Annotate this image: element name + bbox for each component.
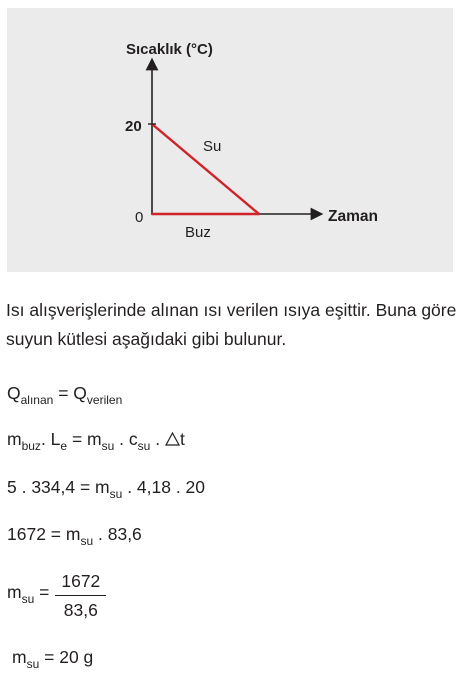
eq2-m2: m (87, 429, 102, 449)
eq1-rhs-sub: verilen (86, 393, 123, 407)
eq3-left: 5 . 334,4 = m (7, 477, 110, 497)
eq2-t: t (179, 429, 185, 449)
eq1-lhs: Q (7, 383, 21, 403)
eq3-sub: su (109, 487, 123, 501)
explanation-paragraph: Isı alışverişlerinde alınan ısı verilen ısıya eşittir. Buna göre suyun kütlesi aşağıdaki gibi bulunur. (6, 300, 457, 349)
eq5-lhs: $m_{su}$ = (7, 582, 50, 606)
chart-panel (7, 8, 453, 272)
equation-simplified (7, 523, 142, 552)
temperature-time-chart (7, 8, 453, 272)
y-axis-label: Sıcaklık (°C) (126, 41, 213, 58)
eq4-left: 1672 = m (7, 524, 81, 544)
eq6-rhs: = 20 g (39, 647, 94, 667)
equation-numeric (7, 476, 205, 505)
fraction-numerator: 1672 (55, 570, 106, 596)
series-label-su: Su (203, 138, 222, 155)
eq4-sub: su (80, 534, 94, 548)
fraction (55, 570, 106, 621)
fraction-denominator: 83,6 (63, 600, 98, 620)
eq2-l: L (50, 429, 61, 449)
delta-triangle-icon (165, 432, 180, 446)
eq5-sub: su (21, 592, 35, 606)
eq2-m: m (7, 429, 22, 449)
y-tick-label-20: 20 (125, 118, 142, 135)
eq6-m: m (12, 647, 27, 667)
equation-heat-balance: $Q_{alınan} = Q_{verilen}$ (7, 383, 123, 407)
series-label-buz: Buz (185, 224, 211, 241)
eq6-sub: su (26, 657, 40, 671)
equation-expanded: $m_{buz}$. $L_e = m_{su}$ . $c_{su}$ . t (7, 429, 185, 453)
eq2-c-sub: su (137, 439, 151, 453)
equation-result (12, 646, 93, 675)
y-tick-label-0: 0 (135, 209, 144, 226)
eq2-m-sub: buz (21, 439, 41, 453)
eq2-c: c (128, 429, 138, 449)
x-axis-label: Zaman (328, 208, 378, 225)
eq2-l-sub: e (60, 439, 68, 453)
eq4-right: . 83,6 (93, 524, 142, 544)
equation-fraction (7, 570, 106, 621)
eq3-right: . 4,18 . 20 (122, 477, 206, 497)
eq2-m2-sub: su (101, 439, 115, 453)
eq5-m: m (7, 582, 22, 602)
eq1-rhs: Q (73, 383, 87, 403)
eq1-lhs-sub: alınan (20, 393, 54, 407)
